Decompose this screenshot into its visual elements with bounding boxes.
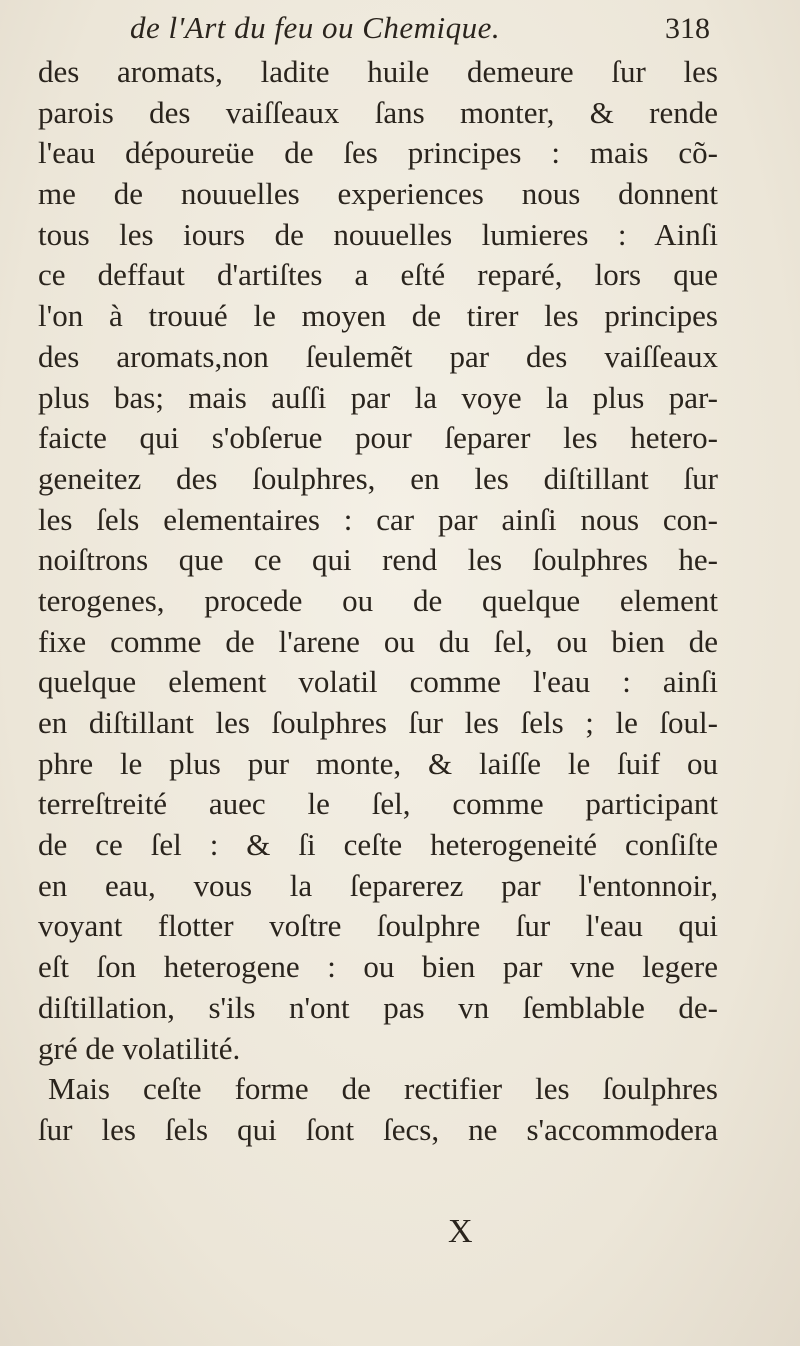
text-line: noiſtrons que ce qui rend les ſoulphres he-: [38, 542, 718, 578]
body-text: [38, 52, 718, 1151]
text-line: de ce ſel : & ſi ceſte heterogeneité conſiſte: [38, 827, 718, 863]
text-line: voyant flotter voſtre ſoulphre ſur l'eau qui: [38, 908, 718, 944]
text-line: me de nouuelles experiences nous donnent: [38, 176, 718, 212]
page-number: 318: [665, 12, 710, 45]
text-line: Mais ceſte forme de rectifier les ſoulphres: [48, 1071, 718, 1107]
text-line: en diſtillant les ſoulphres ſur les ſels ; le ſoul-: [38, 705, 718, 740]
text-line: geneitez des ſoulphres, en les diſtillant ſur: [38, 460, 718, 496]
text-line: diſtillation, s'ils n'ont pas vn ſemblable de-: [38, 989, 718, 1025]
text-line: quelque element volatil comme l'eau : ainſi: [38, 664, 718, 700]
text-line: parois des vaiſſeaux ſans monter, & rende: [38, 94, 718, 130]
text-line: l'eau dépoureüe de ſes principes : mais cõ-: [38, 135, 718, 171]
text-line: phre le plus pur monte, & laiſſe le ſuif ou: [38, 745, 718, 781]
text-line: tous les iours de nouuelles lumieres : Ainſi: [38, 216, 718, 252]
text-line: faicte qui s'obſerue pour ſeparer les hetero-: [38, 420, 718, 456]
text-line: terreſtreité auec le ſel, comme participant: [38, 786, 718, 822]
text-line: ce deffaut d'artiſtes a eſté reparé, lors que: [38, 257, 718, 293]
running-head: [130, 10, 710, 50]
text-line: terogenes, procede ou de quelque element: [38, 582, 718, 618]
signature-mark: X: [448, 1213, 473, 1250]
text-line: gré de volatilité.: [38, 1030, 241, 1066]
text-line: l'on à trouué le moyen de tirer les principes: [38, 298, 718, 334]
text-line: plus bas; mais auſſi par la voye la plus par-: [38, 379, 718, 415]
text-line: en eau, vous la ſeparerez par l'entonnoir,: [38, 867, 718, 903]
text-line: des aromats,non ſeulemẽt par des vaiſſeaux: [38, 338, 718, 374]
text-line: les ſels elementaires : car par ainſi nous con-: [38, 501, 718, 537]
text-line: eſt ſon heterogene : ou bien par vne legere: [38, 949, 718, 985]
running-title: de l'Art du feu ou Chemique.: [130, 10, 501, 45]
text-line: fixe comme de l'arene ou du ſel, ou bien de: [38, 623, 718, 659]
text-line: ſur les ſels qui ſont ſecs, ne s'accommodera: [38, 1111, 718, 1147]
text-line: des aromats, ladite huile demeure ſur les: [38, 54, 718, 89]
